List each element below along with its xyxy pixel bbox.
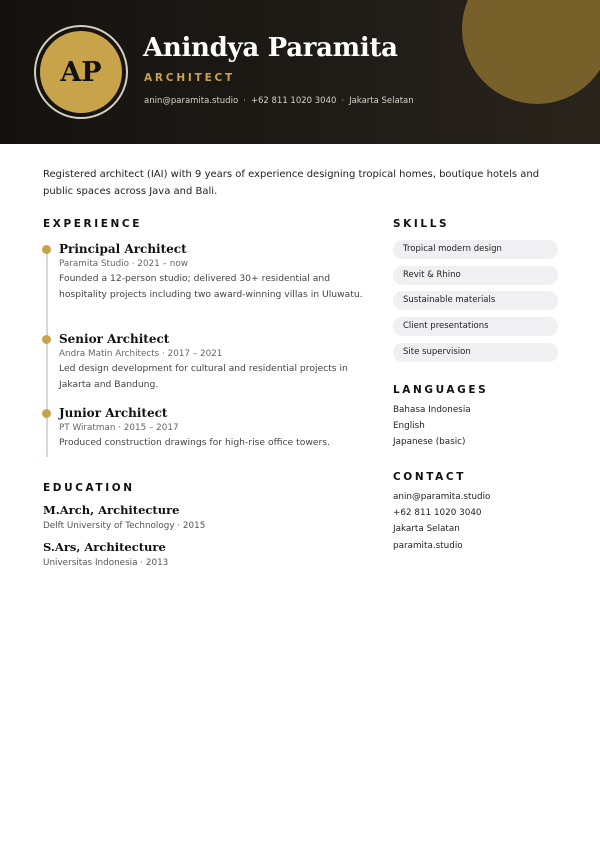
timeline-dot xyxy=(42,409,51,418)
job-title: Junior Architect xyxy=(59,406,168,420)
monogram-badge: AP xyxy=(40,31,122,113)
header-email[interactable]: anin@paramita.studio xyxy=(144,96,239,106)
header-contact-line xyxy=(144,96,414,106)
job-meta: Andra Matin Architects · 2017 – 2021 xyxy=(59,349,223,359)
education-item xyxy=(43,540,363,568)
education-heading: EDUCATION xyxy=(43,482,135,494)
timeline-dot xyxy=(42,335,51,344)
header-location: Jakarta Selatan xyxy=(349,96,414,106)
skill-pill: Sustainable materials xyxy=(393,291,558,310)
job-title: Principal Architect xyxy=(59,242,187,256)
degree-title: S.Ars, Architecture xyxy=(43,540,166,554)
header-phone[interactable]: +62 811 1020 3040 xyxy=(250,96,337,106)
candidate-name: Anindya Paramita xyxy=(143,33,398,63)
resume-header xyxy=(0,0,600,144)
experience-heading: EXPERIENCE xyxy=(43,218,142,230)
experience-item xyxy=(59,242,369,302)
decorative-circle xyxy=(462,0,600,104)
education-item xyxy=(43,503,363,531)
job-meta: Paramita Studio · 2021 – now xyxy=(59,259,188,269)
job-description: Founded a 12-person studio; delivered 30+ residential and hospitality projects including two award-winning villas in Uluwatu. xyxy=(59,273,363,300)
degree-meta: Universitas Indonesia · 2013 xyxy=(43,558,169,568)
languages-heading: LANGUAGES xyxy=(393,384,489,396)
contact-heading: CONTACT xyxy=(393,471,466,483)
contact-website[interactable]: paramita.studio xyxy=(393,541,463,551)
contact-location: Jakarta Selatan xyxy=(393,524,460,534)
skill-pill: Site supervision xyxy=(393,343,558,362)
job-title: Senior Architect xyxy=(59,332,170,346)
job-meta: PT Wiratman · 2015 – 2017 xyxy=(59,423,179,433)
candidate-role: ARCHITECT xyxy=(144,72,236,84)
skill-pill: Revit & Rhino xyxy=(393,266,558,285)
timeline-line xyxy=(46,247,48,457)
timeline-dot xyxy=(42,245,51,254)
language-item: Bahasa Indonesia xyxy=(393,405,471,415)
profile-summary: Registered architect (IAI) with 9 years of experience designing tropical homes, boutique hotels and public spaces across Java and Bali. xyxy=(43,169,540,197)
language-item: Japanese (basic) xyxy=(393,437,466,447)
experience-item xyxy=(59,332,369,392)
experience-item xyxy=(59,406,369,451)
degree-title: M.Arch, Architecture xyxy=(43,503,180,517)
language-item: English xyxy=(393,421,425,431)
job-description: Led design development for cultural and residential projects in Jakarta and Bandung. xyxy=(59,363,348,390)
contact-email[interactable]: anin@paramita.studio xyxy=(393,492,491,502)
separator: · xyxy=(341,96,345,106)
separator: · xyxy=(243,96,246,106)
job-description: Produced construction drawings for high-rise office towers. xyxy=(59,437,330,448)
skill-pill: Client presentations xyxy=(393,317,558,336)
skill-pill: Tropical modern design xyxy=(393,240,558,259)
contact-phone[interactable]: +62 811 1020 3040 xyxy=(393,508,482,518)
degree-meta: Delft University of Technology · 2015 xyxy=(43,521,206,531)
skills-heading: SKILLS xyxy=(393,218,450,230)
